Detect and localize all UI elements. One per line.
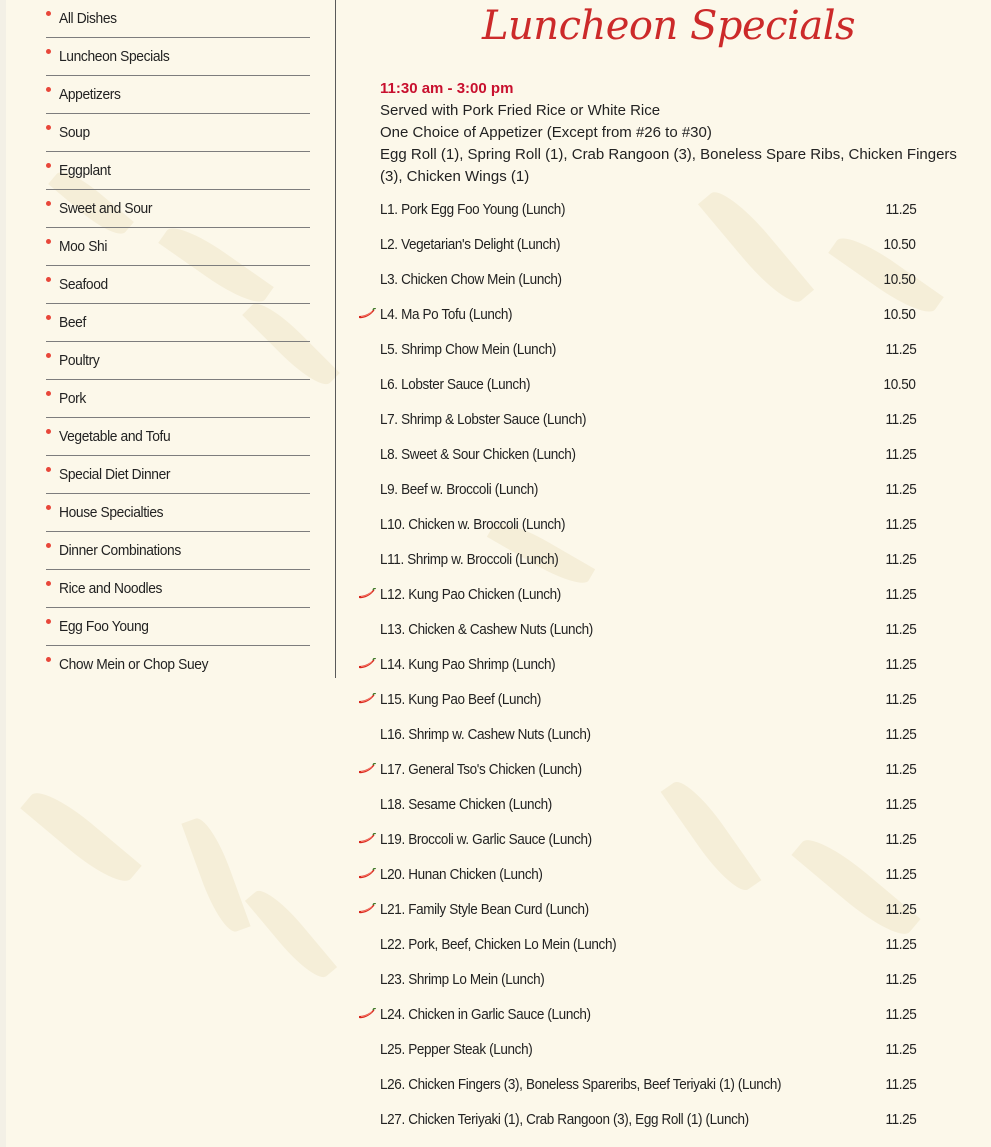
chili-pepper-icon — [358, 902, 376, 914]
menu-item-row[interactable] — [356, 332, 916, 367]
sidebar-item-label: Special Diet Dinner — [59, 466, 171, 483]
menu-item-name[interactable]: L7. Shrimp & Lobster Sauce (Lunch) — [380, 411, 587, 428]
menu-item-price: 11.25 — [885, 936, 916, 953]
menu-item-price: 11.25 — [885, 201, 916, 218]
menu-item-row[interactable] — [356, 1067, 916, 1102]
sidebar-item-label: House Specialties — [59, 504, 164, 521]
menu-item-name[interactable]: L17. General Tso's Chicken (Lunch) — [380, 761, 582, 778]
menu-item-row[interactable] — [356, 1102, 916, 1137]
chili-pepper-icon — [358, 1007, 376, 1019]
menu-item-name[interactable]: L3. Chicken Chow Mein (Lunch) — [380, 271, 562, 288]
menu-item-row[interactable] — [356, 962, 916, 997]
menu-item-name[interactable]: L24. Chicken in Garlic Sauce (Lunch) — [380, 1006, 591, 1023]
sidebar-divider — [335, 0, 336, 678]
sidebar-item-label: Seafood — [59, 276, 108, 293]
menu-item-price: 11.25 — [885, 971, 916, 988]
bullet-icon — [46, 391, 51, 396]
served-with-note: Served with Pork Fried Rice or White Rice — [380, 102, 661, 119]
bullet-icon — [46, 429, 51, 434]
bullet-icon — [46, 467, 51, 472]
sidebar-item-vegetable-and-tofu[interactable] — [46, 418, 310, 456]
menu-item-name[interactable]: L21. Family Style Bean Curd (Lunch) — [380, 901, 589, 918]
menu-item-price: 11.25 — [885, 446, 916, 463]
bullet-icon — [46, 163, 51, 168]
menu-item-row[interactable] — [356, 647, 916, 682]
menu-item-name[interactable]: L27. Chicken Teriyaki (1), Crab Rangoon (3), Egg Roll (1) (Lunch) — [380, 1111, 749, 1128]
chili-pepper-icon — [358, 867, 376, 879]
bullet-icon — [46, 239, 51, 244]
menu-item-price: 10.50 — [884, 306, 916, 323]
menu-item-name[interactable]: L9. Beef w. Broccoli (Lunch) — [380, 481, 539, 498]
leaf-decoration — [181, 813, 250, 936]
sidebar-item-appetizers[interactable] — [46, 76, 310, 114]
sidebar-item-label: Appetizers — [59, 86, 121, 103]
sidebar-item-label: Soup — [59, 124, 90, 141]
menu-item-price: 10.50 — [884, 271, 916, 288]
menu-item-name[interactable]: L4. Ma Po Tofu (Lunch) — [380, 306, 513, 323]
menu-item-row[interactable] — [356, 787, 916, 822]
menu-item-name[interactable]: L18. Sesame Chicken (Lunch) — [380, 796, 552, 813]
chili-pepper-icon — [358, 692, 376, 704]
menu-item-price: 11.25 — [885, 866, 916, 883]
sidebar-item-label: Egg Foo Young — [59, 618, 149, 635]
menu-item-row[interactable] — [356, 892, 916, 927]
menu-item-price: 10.50 — [884, 376, 916, 393]
menu-item-name[interactable]: L15. Kung Pao Beef (Lunch) — [380, 691, 542, 708]
menu-item-name[interactable]: L10. Chicken w. Broccoli (Lunch) — [380, 516, 566, 533]
sidebar-item-label: Moo Shi — [59, 238, 108, 255]
menu-item-row[interactable] — [356, 612, 916, 647]
sidebar-item-luncheon-specials[interactable] — [46, 38, 310, 76]
menu-item-name[interactable]: L26. Chicken Fingers (3), Boneless Spareribs, Beef Teriyaki (1) (Lunch) — [380, 1076, 782, 1093]
bullet-icon — [46, 11, 51, 16]
bullet-icon — [46, 505, 51, 510]
chili-pepper-icon — [358, 587, 376, 599]
sidebar-item-house-specialties[interactable] — [46, 494, 310, 532]
menu-item-row[interactable] — [356, 857, 916, 892]
menu-item-name[interactable]: L2. Vegetarian's Delight (Lunch) — [380, 236, 561, 253]
menu-item-name[interactable]: L8. Sweet & Sour Chicken (Lunch) — [380, 446, 576, 463]
menu-item-name[interactable]: L14. Kung Pao Shrimp (Lunch) — [380, 656, 556, 673]
menu-item-row[interactable] — [356, 822, 916, 857]
menu-item-row[interactable] — [356, 297, 916, 332]
bullet-icon — [46, 657, 51, 662]
menu-item-row[interactable] — [356, 927, 916, 962]
menu-item-price: 11.25 — [885, 411, 916, 428]
menu-item-price: 11.25 — [885, 341, 916, 358]
menu-item-row[interactable] — [356, 1032, 916, 1067]
menu-item-row[interactable] — [356, 262, 916, 297]
menu-item-price: 11.25 — [885, 621, 916, 638]
sidebar-item-label: All Dishes — [59, 10, 117, 27]
menu-item-price: 11.25 — [885, 516, 916, 533]
sidebar-item-pork[interactable] — [46, 380, 310, 418]
bullet-icon — [46, 49, 51, 54]
chili-pepper-icon — [358, 657, 376, 669]
menu-item-price: 11.25 — [885, 691, 916, 708]
sidebar-item-all-dishes[interactable] — [46, 0, 310, 38]
menu-item-list — [356, 192, 916, 1137]
menu-item-price: 11.25 — [885, 796, 916, 813]
bullet-icon — [46, 581, 51, 586]
menu-item-name[interactable]: L16. Shrimp w. Cashew Nuts (Lunch) — [380, 726, 591, 743]
sidebar-item-special-diet-dinner[interactable] — [46, 456, 310, 494]
menu-item-price: 11.25 — [885, 1041, 916, 1058]
sidebar-item-label: Luncheon Specials — [59, 48, 170, 65]
appetizer-options: Egg Roll (1), Spring Roll (1), Crab Rangoon (3), Boneless Spare Ribs, Chicken Fingers (3), Chicken Wings (1) — [380, 146, 957, 185]
sidebar-item-label: Vegetable and Tofu — [59, 428, 171, 445]
sidebar-item-egg-foo-young[interactable] — [46, 608, 310, 646]
menu-item-row[interactable] — [356, 227, 916, 262]
menu-item-price: 11.25 — [885, 586, 916, 603]
menu-item-name[interactable]: L6. Lobster Sauce (Lunch) — [380, 376, 531, 393]
appetizer-choice-note: One Choice of Appetizer (Except from #26 to #30) — [380, 124, 712, 141]
menu-item-row[interactable] — [356, 997, 916, 1032]
chili-pepper-icon — [358, 762, 376, 774]
menu-item-price: 11.25 — [885, 481, 916, 498]
menu-item-price: 11.25 — [885, 1076, 916, 1093]
sidebar-item-label: Dinner Combinations — [59, 542, 181, 559]
menu-item-price: 11.25 — [885, 656, 916, 673]
menu-item-price: 11.25 — [885, 831, 916, 848]
menu-item-row[interactable] — [356, 367, 916, 402]
sidebar-item-label: Eggplant — [59, 162, 111, 179]
menu-item-price: 11.25 — [885, 551, 916, 568]
menu-item-row[interactable] — [356, 437, 916, 472]
menu-item-name[interactable]: L11. Shrimp w. Broccoli (Lunch) — [380, 551, 559, 568]
sidebar-item-seafood[interactable] — [46, 266, 310, 304]
sidebar-item-label: Poultry — [59, 352, 100, 369]
leaf-decoration — [20, 782, 141, 892]
menu-item-name[interactable]: L5. Shrimp Chow Mein (Lunch) — [380, 341, 557, 358]
menu-item-name[interactable]: L1. Pork Egg Foo Young (Lunch) — [380, 201, 566, 218]
menu-item-name[interactable]: L12. Kung Pao Chicken (Lunch) — [380, 586, 561, 603]
menu-item-name[interactable]: L19. Broccoli w. Garlic Sauce (Lunch) — [380, 831, 592, 848]
sidebar-item-label: Sweet and Sour — [59, 200, 153, 217]
menu-item-name[interactable]: L20. Hunan Chicken (Lunch) — [380, 866, 543, 883]
menu-item-price: 11.25 — [885, 761, 916, 778]
menu-item-price: 11.25 — [885, 901, 916, 918]
sidebar-item-chow-mein-or-chop-suey[interactable] — [46, 646, 310, 683]
menu-item-row[interactable] — [356, 402, 916, 437]
lunch-hours: 11:30 am - 3:00 pm — [380, 80, 514, 97]
menu-item-price: 11.25 — [885, 1111, 916, 1128]
menu-item-row[interactable] — [356, 472, 916, 507]
sidebar-item-sweet-and-sour[interactable] — [46, 190, 310, 228]
bullet-icon — [46, 619, 51, 624]
menu-item-name[interactable]: L13. Chicken & Cashew Nuts (Lunch) — [380, 621, 593, 638]
menu-item-name[interactable]: L25. Pepper Steak (Lunch) — [380, 1041, 533, 1058]
page-title: Luncheon Specials — [481, 3, 856, 49]
bullet-icon — [46, 277, 51, 282]
chili-pepper-icon — [358, 307, 376, 319]
bullet-icon — [46, 87, 51, 92]
sidebar-item-soup[interactable] — [46, 114, 310, 152]
menu-item-row[interactable] — [356, 717, 916, 752]
leaf-decoration — [245, 883, 337, 985]
sidebar-item-label: Rice and Noodles — [59, 580, 163, 597]
sidebar-item-moo-shi[interactable] — [46, 228, 310, 266]
menu-item-row[interactable] — [356, 577, 916, 612]
menu-item-price: 11.25 — [885, 1006, 916, 1023]
menu-item-price: 11.25 — [885, 726, 916, 743]
chili-pepper-icon — [358, 832, 376, 844]
sidebar-item-rice-and-noodles[interactable] — [46, 570, 310, 608]
sidebar-item-beef[interactable] — [46, 304, 310, 342]
bullet-icon — [46, 543, 51, 548]
menu-item-row[interactable] — [356, 542, 916, 577]
sidebar-item-label: Chow Mein or Chop Suey — [59, 656, 209, 673]
menu-item-name[interactable]: L23. Shrimp Lo Mein (Lunch) — [380, 971, 545, 988]
menu-item-row[interactable] — [356, 682, 916, 717]
sidebar-item-poultry[interactable] — [46, 342, 310, 380]
bullet-icon — [46, 353, 51, 358]
menu-item-row[interactable] — [356, 507, 916, 542]
menu-item-price: 10.50 — [884, 236, 916, 253]
sidebar-item-dinner-combinations[interactable] — [46, 532, 310, 570]
sidebar-item-eggplant[interactable] — [46, 152, 310, 190]
sidebar-item-label: Beef — [59, 314, 86, 331]
menu-item-row[interactable] — [356, 192, 916, 227]
sidebar-item-label: Pork — [59, 390, 86, 407]
menu-item-row[interactable] — [356, 752, 916, 787]
category-sidebar — [46, 0, 310, 683]
menu-item-name[interactable]: L22. Pork, Beef, Chicken Lo Mein (Lunch) — [380, 936, 617, 953]
bullet-icon — [46, 201, 51, 206]
bullet-icon — [46, 125, 51, 130]
lunch-info — [380, 78, 970, 188]
bullet-icon — [46, 315, 51, 320]
